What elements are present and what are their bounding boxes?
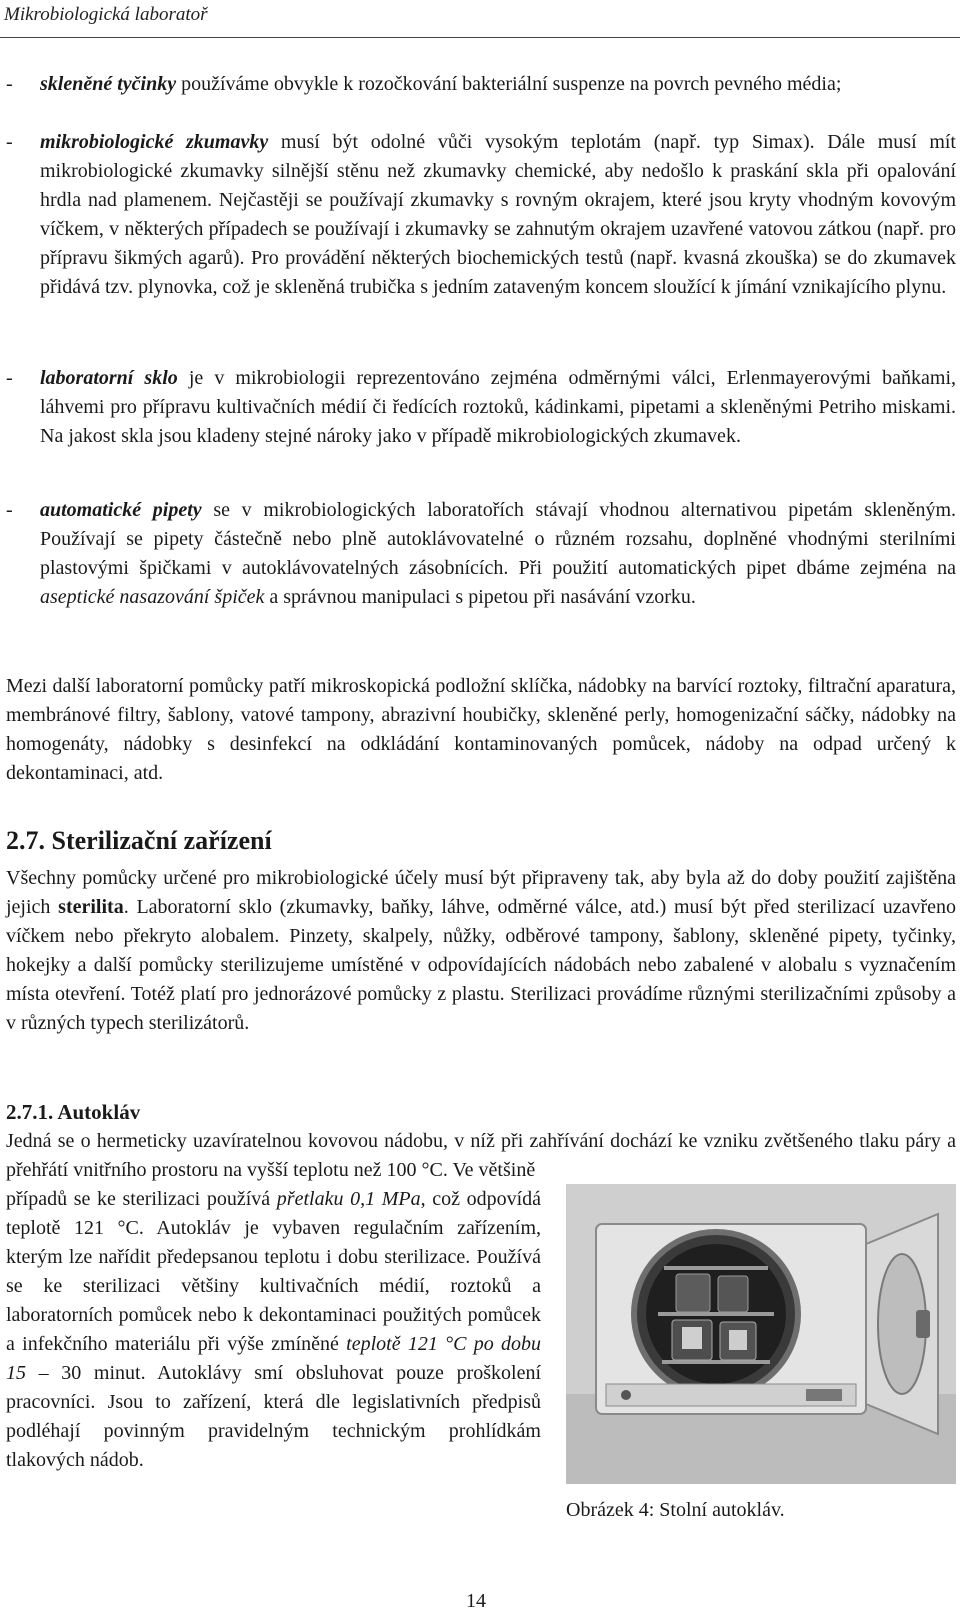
paragraph-text: , což odpovídá teplotě 121 °C. Autokláv je vybaven regulačním zařízením, kterým lze nařídit předepsanou teplotu i dobu sterilizace. Používá se ke sterilizaci většiny kultivačních médií, roztoků a laboratorních pomůcek nebo k dekontaminaci použitých pomůcek a infekčního materiálu při výše zmíněné (6, 1188, 542, 1355)
list-item-test-tubes (40, 128, 956, 302)
paragraph-other-aids: Mezi další laboratorní pomůcky patří mikroskopická podložní sklíčka, nádobky na barvící roztoky, filtrační aparatura, membránové filtry, šablony, vatové tampony, abrazivní houbičky, skleněné perly, homogenizační sáčky, nádobky na homogenáty, nádobky s desinfekcí na odkládání kontaminovaných pomůcek, nádoby na odpad určený k dekontaminaci, atd. (6, 675, 956, 784)
list-term: mikrobiologické zkumavky (40, 131, 269, 153)
autoclave-photo (566, 1184, 956, 1484)
paragraph-text: . Laboratorní sklo (zkumavky, baňky, láhve, odměrné válce, atd.) musí být před sterilizací uzavřeno víčkem nebo překryto alobalem. Pinzety, skalpely, nůžky, odběrové tampony, šablony, skleněné pipety, tyčinky, hokejky a další pomůcky sterilizujeme umístěné v odpovídajících nádobách nebo zabalené v alobalu s vyznačením místa otevření. Totéž platí pro jednorázové pomůcky z plastu. Sterilizaci provádíme různými sterilizačními způsoby a v různých typech sterilizátorů. (6, 896, 956, 1034)
subsection-heading: 2.7.1. Autokláv (6, 1100, 141, 1124)
list-tail: a správnou manipulaci s pipetou při nasávání vzorku. (264, 586, 696, 608)
paragraph-emphasis: teplotě 121 °C po dobu 15 (6, 1333, 541, 1384)
list-item-auto-pipettes (40, 496, 956, 612)
list-item-lab-glass (40, 364, 956, 451)
list-text: používáme obvykle k rozočkování bakteriální suspenze na povrch pevného média; (176, 73, 842, 95)
list-text: je v mikrobiologii reprezentováno zejména odměrnými válci, Erlenmayerovými baňkami, láhvemi pro přípravu kultivačních médií či ředících roztoků, kádinkami, pipetami a skleněnými Petriho miskami. Na jakost skla jsou kladeny stejné nároky jako v případě mikrobiologických zkumavek. (40, 367, 956, 447)
list-item-glass-rods (40, 70, 956, 99)
section-heading: 2.7. Sterilizační zařízení (6, 826, 272, 855)
paragraph-autoclave-intro: Jedná se o hermeticky uzavíratelnou kovovou nádobu, v níž při zahřívání dochází ke vzniku zvětšeného tlaku páry a přehřátí vnitřního prostoru na vyšší teplotu než 100 °C. Ve většině (6, 1130, 956, 1181)
figure-caption: Obrázek 4: Stolní autokláv. (566, 1499, 785, 1521)
list-text: musí být odolné vůči vysokým teplotám (např. typ Simax). Dále musí mít mikrobiologické zkumavky silnější stěnu než zkumavky chemické, aby nedošlo k praskání skla při opalování hrdla nad plamenem. Nejčastěji se používají zkumavky s rovným okrajem, které jsou kryty vhodným kovovým víčkem, v některých případech se používají i zkumavky se zahnutým okrajem uzavřené vatovou zátkou (např. pro přípravu šikmých agarů). Pro provádění některých biochemických testů (např. kvasná zkouška) se do zkumavek přidává tzv. plynovka, což je skleněná trubička s jedním zataveným koncem sloužící k jímání vznikajícího plynu. (40, 131, 956, 298)
bullet-dash: - (6, 367, 13, 389)
page-number: 14 (466, 1590, 486, 1612)
list-term: laboratorní sklo (40, 367, 178, 389)
paragraph-text: případů se ke sterilizaci používá (6, 1188, 277, 1210)
bullet-dash: - (6, 131, 13, 153)
paragraph-bold-term: sterilita (58, 896, 124, 918)
paragraph-text: – 30 minut. Autoklávy smí obsluhovat pouze proškolení pracovníci. Jsou to zařízení, která dle legislativních předpisů podléhají povinným pravidelným technickým prohlídkám tlakových nádob. (6, 1362, 541, 1471)
list-term: automatické pipety (40, 499, 202, 521)
header-title: Mikrobiologická laboratoř (4, 4, 208, 25)
paragraph-text: Všechny pomůcky určené pro mikrobiologické účely musí být připraveny tak, aby byla až do doby použití zajištěna jejich (6, 867, 956, 918)
page-header (0, 0, 960, 36)
list-term: skleněné tyčinky (40, 73, 177, 95)
autoclave-illustration (566, 1184, 956, 1484)
bullet-dash: - (6, 73, 13, 95)
header-divider (0, 37, 960, 38)
bullet-dash: - (6, 499, 13, 521)
paragraph-emphasis: přetlaku 0,1 MPa (276, 1188, 421, 1210)
list-text: se v mikrobiologických laboratořích stávají vhodnou alternativou pipetám skleněným. Používají se pipety částečně nebo plně autoklávovatelné o různém rozsahu, doplněné vhodnými sterilními plastovými špičkami v autoklávovatelných zásobnících. Při použití automatických pipet dbáme zejména na (40, 499, 956, 579)
paragraph-autoclave-body (6, 1185, 541, 1475)
paragraph-sterilization (6, 864, 956, 1038)
list-emphasis: aseptické nasazování špiček (40, 586, 265, 608)
